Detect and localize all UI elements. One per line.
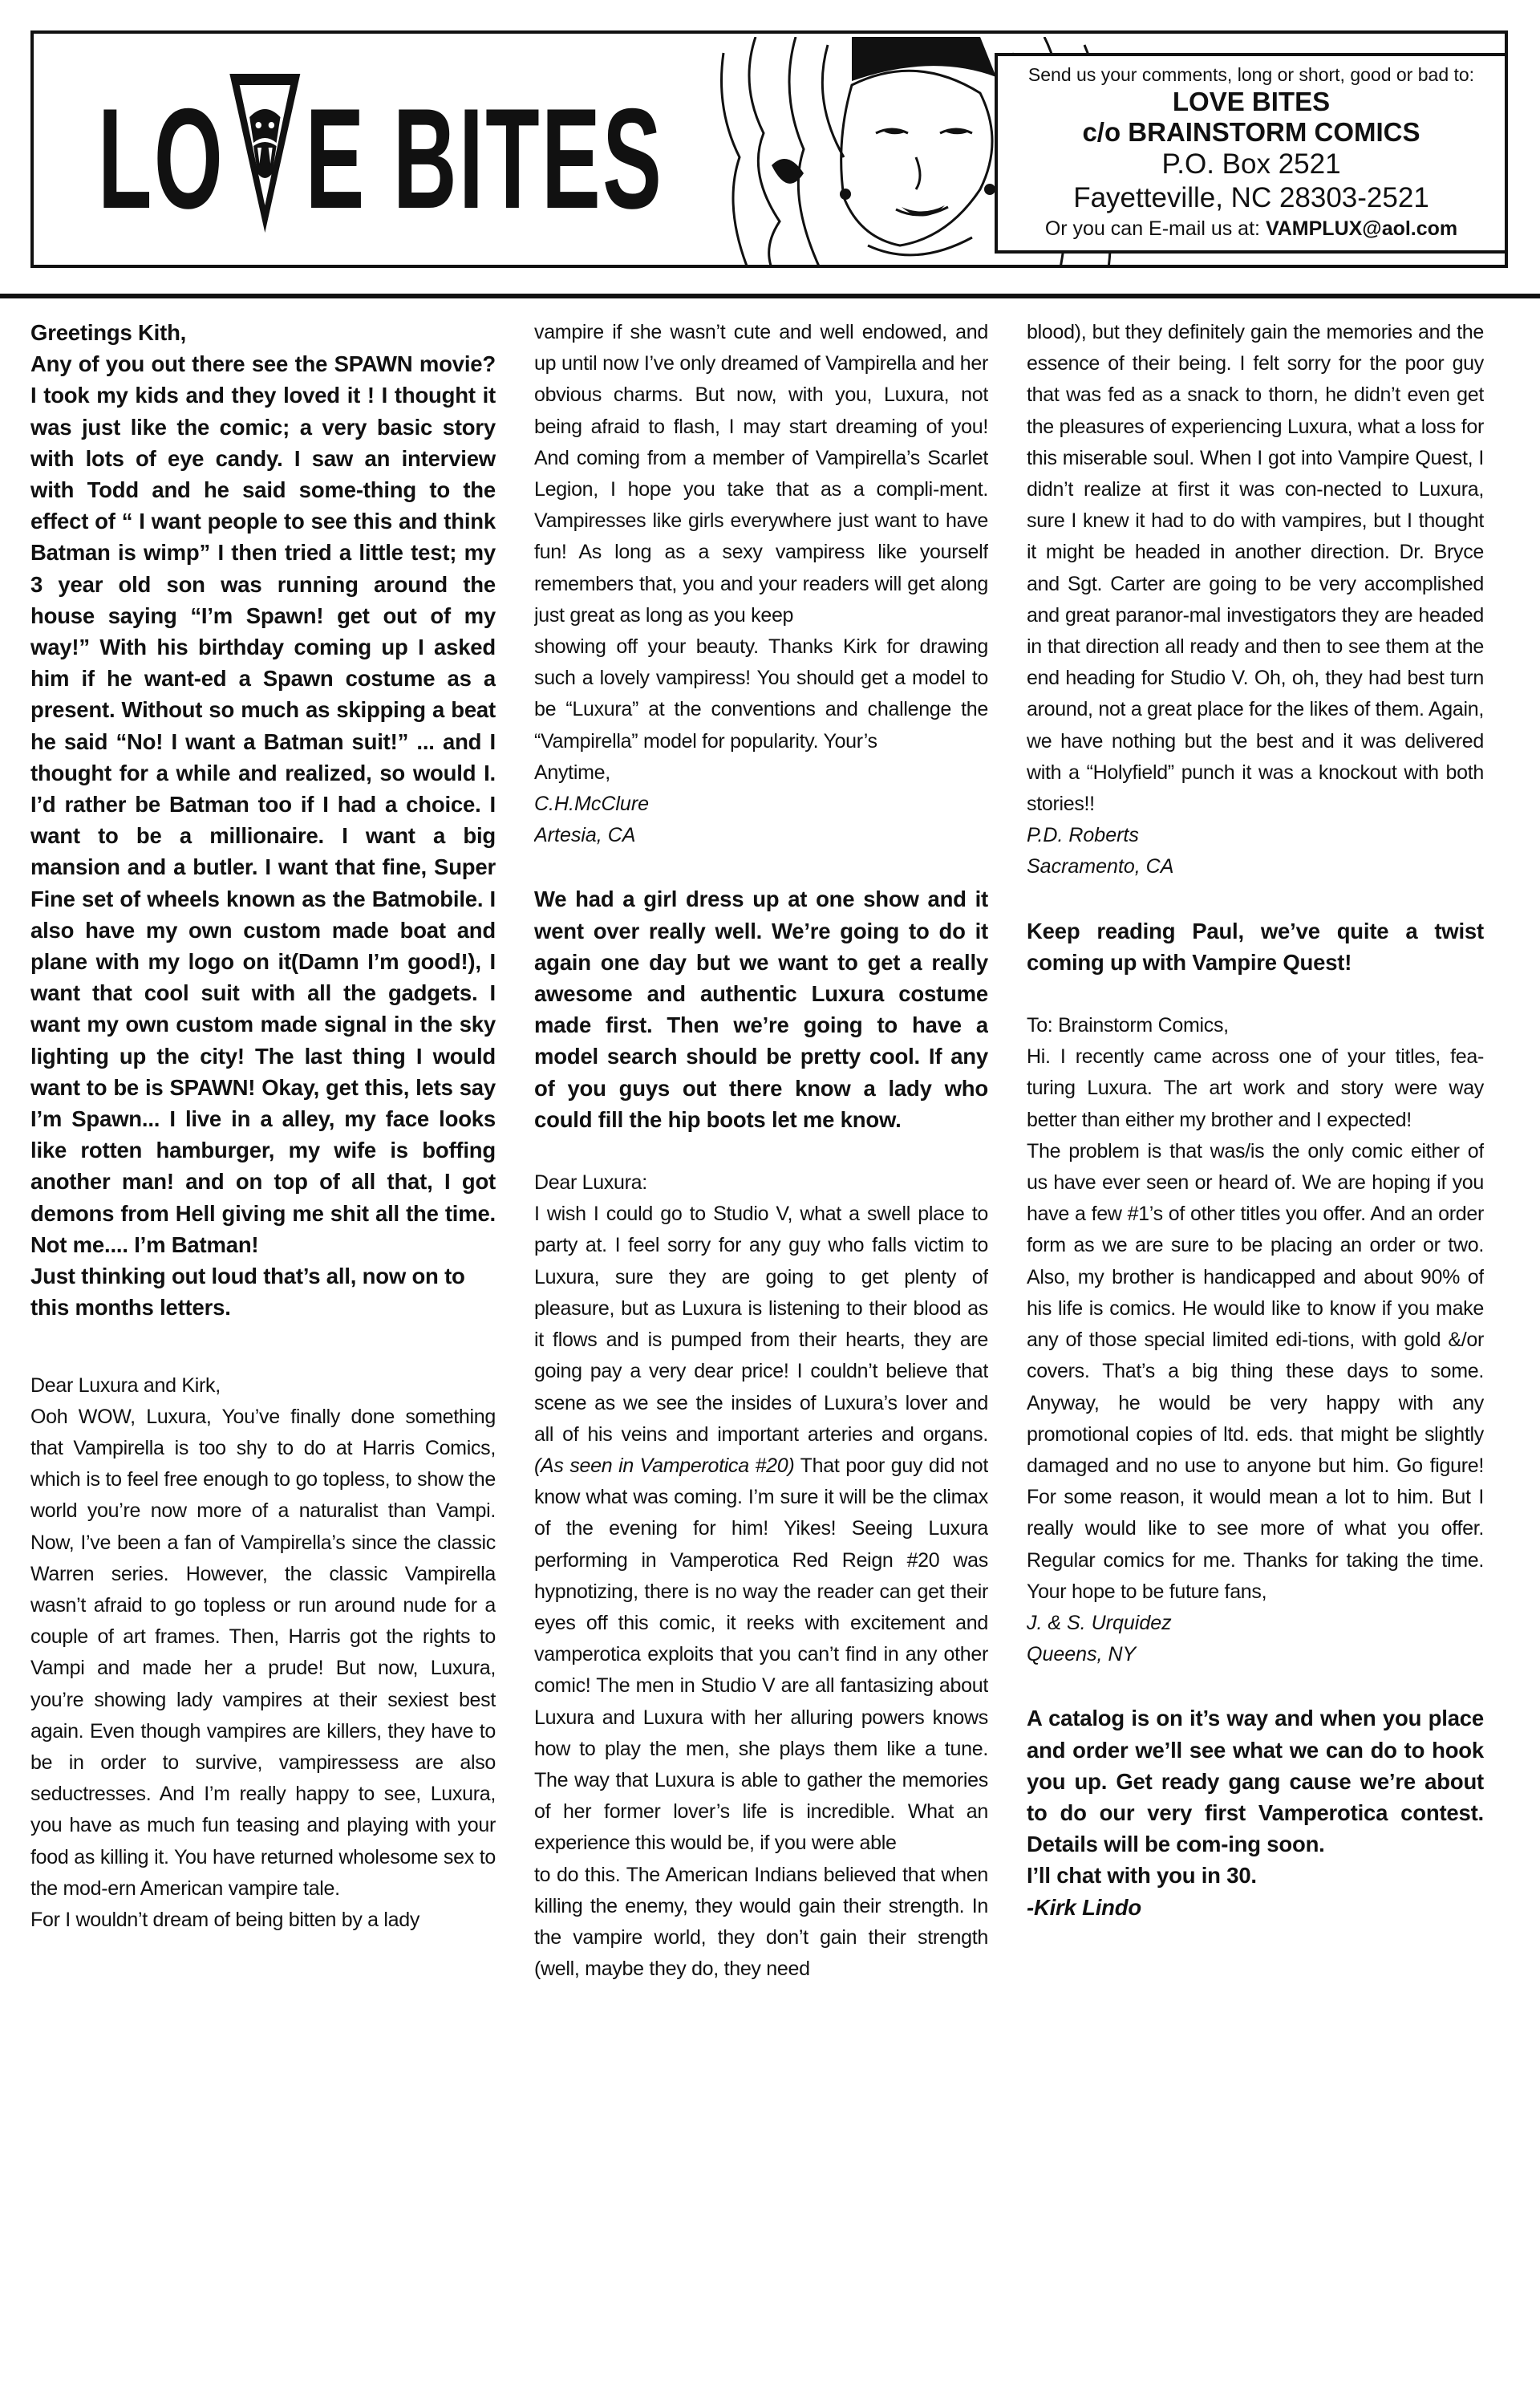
letter1-salutation: Dear Luxura and Kirk, <box>30 1373 221 1397</box>
header-banner <box>30 30 1508 268</box>
letter2-body-text: I wish I could go to Studio V, what a swell place to party at. I feel sorry for any guy who falls victim to Luxura, sure they are going to get plenty of pleasure, but as Luxura is listening to their blood as it flows and is pumped from their hearts, they are going pay a very dear price! I couldn’t believe that scene as we see the insides of Luxura’s lover and all of his veins and important arteries and organs. <box>534 1203 988 1446</box>
address-intro: Send us your comments, long or short, good or bad to: <box>1027 64 1475 85</box>
header-divider <box>0 294 1540 298</box>
logo-text-left: LO <box>98 78 225 238</box>
intro-greeting: Greetings Kith, <box>30 320 187 345</box>
address-name: LOVE BITES <box>1172 87 1331 116</box>
editor-signoff <box>1027 1892 1484 1923</box>
letter2-continued: blood), but they definitely gain the memories and the essence of their being. I felt sorry for the poor guy that was fed as a snack to thorn, he didn’t even get the pleasures of experiencing Luxura, what a loss for this miserable soul. When I got into Vampire Quest, I didn’t realize at first it was con-nected to Luxura, sure I knew it had to do with vampires, but I thought it might be headed in another direction. Dr. Bryce and Sgt. Carter are going to be very accomplished and great paranor-mal investigators they are headed in that direction all ready and then to see them at the end heading for Studio V. Oh, oh, they had best turn around, not a great place for the likes of them. Again, we have nothing but the best and it was delivered with a “Holyfield” punch it was a knockout with both stories!! <box>1027 321 1484 816</box>
column-2 <box>534 317 988 2390</box>
logo-text-right: E BITES <box>305 78 664 238</box>
editor-signoff-text: -Kirk Lindo <box>1027 1894 1141 1920</box>
letter1-signature: C.H.McClure <box>534 793 650 816</box>
email-prefix: Or you can E-mail us at: <box>1044 217 1260 240</box>
letter2-location: Sacramento, CA <box>1027 855 1174 878</box>
letter3-body-2: The problem is that was/is the only comic either of us have ever seen or heard of. We are hoping if you have a few #1’s of other titles you offer. And an order form as we are sure to be placing an order or two. Also, my brother is handicapped and about 90% of his life is comics. He would like to know if you make any of those special limited edi-tions, with gold &/or covers. That’s a big thing these days to some. Anyway, he would be very happy with any promotional copies of ltd. eds. that might be slightly damaged and no use to anyone but him. Go figure! For some reason, it would mean a lot to him. But I really would like to see more of what you offer. Regular comics for me. Thanks for taking the time. Your hope to be future fans, <box>1027 1139 1484 1603</box>
address-city: Fayetteville, NC 28303-2521 <box>1073 182 1429 213</box>
letter3-salutation: To: Brainstorm Comics, <box>1027 1014 1229 1037</box>
column-1 <box>30 317 496 2390</box>
letter1-location: Artesia, CA <box>534 824 636 847</box>
letter1-body-2: For I wouldn’t dream of being bitten by a lady <box>30 1908 420 1931</box>
reply-3: A catalog is on it’s way and when you place and order we’ll see what we can do to hook you up. Get ready gang cause we’re about to do our very first Vamperotica contest. Details will be com-ing soon. <box>1027 1706 1484 1857</box>
letter3-signature: J. & S. Urquidez <box>1027 1611 1172 1634</box>
vampire-v-icon <box>228 69 302 237</box>
letter1-continued-2: showing off your beauty. Thanks Kirk for drawing such a lovely vampiress! You should get a model to be “Luxura” at the conventions and challenge the “Vampirella” model for popularity. Your’s <box>534 635 988 753</box>
letter3-body: Hi. I recently came across one of your titles, fea-turing Luxura. The art work and story were way better than either my brother and I expected! <box>1027 1045 1484 1131</box>
love-bites-logo <box>98 66 663 250</box>
address-company: c/o BRAINSTORM COMICS <box>1082 117 1420 147</box>
address-email-line <box>998 215 1505 242</box>
email-link[interactable]: VAMPLUX@aol.com <box>1265 217 1458 240</box>
reply-2: Keep reading Paul, we’ve quite a twist coming up with Vampire Quest! <box>1027 918 1484 975</box>
letter2-salutation: Dear Luxura: <box>534 1171 647 1195</box>
letter3-location: Queens, NY <box>1027 1643 1137 1666</box>
letter2-reference: (As seen in Vamperotica #20) <box>534 1454 795 1477</box>
letter2-body <box>534 1199 988 1859</box>
reply-1: We had a girl dress up at one show and it went over really well. We’re going to do it again one day but we want to get a really awesome and authentic Luxura costume made first. Then we’re going to have a model search should be pretty cool. If any of you guys out there know a lady who could fill the hip boots let me know. <box>534 887 988 1132</box>
letter1-body: Ooh WOW, Luxura, You’ve finally done something that Vampirella is too shy to do at Harris Comics, which is to feel free enough to go topless, to show the world you’re now more of a naturalist than Vampi. Now, I’ve been a fan of Vampirella’s since the classic Warren series. However, the classic Vampirella wasn’t afraid to go topless or run around nude for a couple of art frames. Then, Harris got the rights to Vampi and made her a prude! But now, Luxura, you’re showing lady vampires at their sexiest best again. Even though vampires are killers, they have to be in order to survive, vampiressess are also seductresses. And I’m really happy to see, Luxura, you have as much fun teasing and playing with your food as killing it. You have returned wholesome sex to the mod-ern American vampire tale. <box>30 1405 496 1900</box>
column-3 <box>1027 317 1484 2390</box>
letter2-body-text-2: That poor guy did not know what was coming. I’m sure it will be the climax of the evening for him! Yikes! Seeing Luxura performing in Vamperotica Red Reign #20 was hypnotizing, there is no way the reader can get their eyes off this comic, it reeks with excitement and vamperotica exploits that you can’t find in any other comic! The men in Studio V are all fantasizing about Luxura and Luxura with her alluring powers knows how to play the men, she plays them like a tune. The way that Luxura is able to gather the memories of her former lover’s life is incredible. What an experience this would be, if you were able <box>534 1454 988 1855</box>
letter2-body-3: to do this. The American Indians believed that when killing the enemy, they would gain their strength. In the vampire world, they don’t gain their strength (well, maybe they do, they need <box>534 1863 988 1981</box>
intro-body: Any of you out there see the SPAWN movie? I took my kids and they loved it ! I thought it was just like the comic; a very basic story with lots of eye candy. I saw an interview with Todd and he said some-thing to the effect of “ I want people to see this and think Batman is wimp” I then tried a little test; my 3 year old son was running around the house saying “I’m Spawn! get out of my way!” With his birthday coming up I asked him if he want-ed a Spawn costume as a present. Without so much as skipping a beat he said “No! I want a Batman suit!” ... and I thought for a while and realized, so would I. I’d rather be Batman too if I had a choice. I want to be a millionaire. I want a big mansion and a butler. I want that fine, Super Fine set of wheels known as the Batmobile. I also have my own custom made boat and plane with my logo on it(Damn I’m good!), I want that cool suit with all the gadgets. I want my own custom made signal in the sky lighting up the city! The last thing I would want to be is SPAWN! Okay, get this, lets say I’m Spawn... I live in a alley, my face looks like rotten hamburger, my wife is boffing another man! and on top of all that, I got demons from Hell giving me shit all the time. Not me.... I’m Batman! <box>30 351 496 1257</box>
address-po-box: P.O. Box 2521 <box>1161 148 1341 180</box>
intro-close: Just thinking out loud that’s all, now on to this months letters. <box>30 1264 465 1321</box>
letter1-closing: Anytime, <box>534 761 610 784</box>
letter2-signature: P.D. Roberts <box>1027 824 1139 847</box>
reply-3-close: I’ll chat with you in 30. <box>1027 1863 1257 1889</box>
letter1-continued: vampire if she wasn’t cute and well endowed, and up until now I’ve only dreamed of Vampirella and her obvious charms. But now, with you, Luxura, not being afraid to flash, I may start dreaming of you! And coming from a member of Vampirella’s Scarlet Legion, I hope you take that as a compli-ment. Vampiresses like girls everywhere just want to have fun! As long as a sexy vampiress like yourself remembers that, you and your readers will get along just great as long as you keep <box>534 321 988 627</box>
mailing-address-box <box>995 53 1508 254</box>
